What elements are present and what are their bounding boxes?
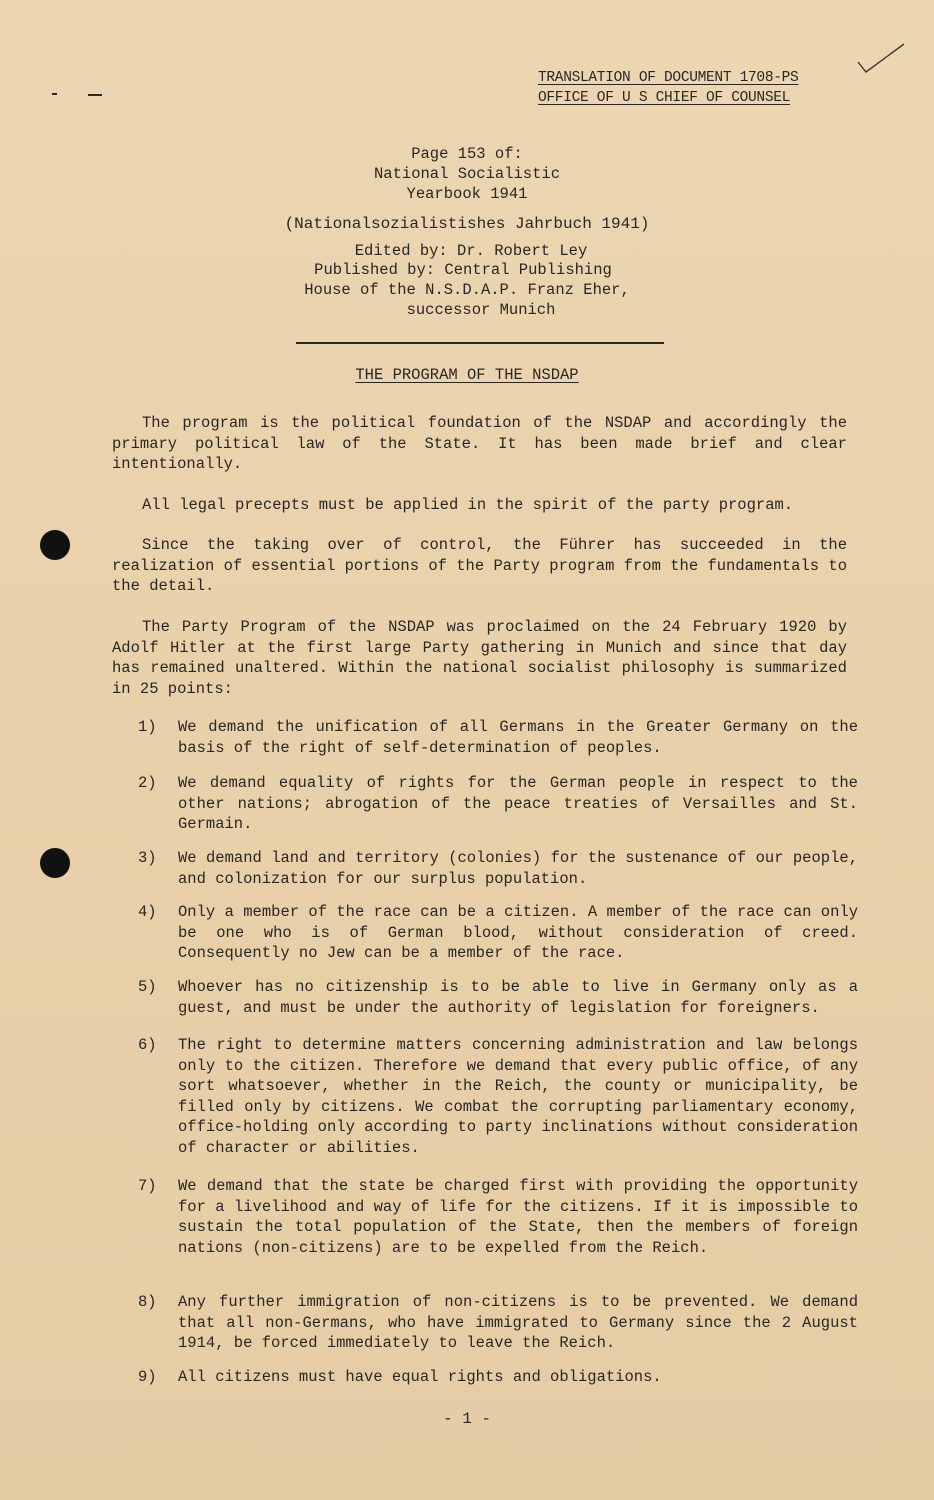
source-citation xyxy=(0,144,934,204)
punch-hole xyxy=(40,530,70,560)
paragraph: The Party Program of the NSDAP was proclaimed on the 24 February 1920 by Adolf Hitler at the first large Party gathering in Munich and since that day has remained unaltered. Within the national socialist philosophy is summarized in 25 points: xyxy=(112,618,847,698)
program-point xyxy=(138,717,858,758)
page-number: - 1 - xyxy=(442,1410,491,1428)
program-point xyxy=(138,902,858,964)
stray-mark xyxy=(88,94,102,96)
editor-line: Edited by: Dr. Robert Ley xyxy=(354,242,588,260)
german-title: (Nationalsozialistishes Jahrbuch 1941) xyxy=(284,215,650,233)
section-title: THE PROGRAM OF THE NSDAP xyxy=(355,366,579,384)
point-number: 9) xyxy=(138,1368,157,1386)
reference-line-1: TRANSLATION OF DOCUMENT 1708-PS xyxy=(538,70,799,86)
point-number: 3) xyxy=(138,849,157,867)
point-number: 4) xyxy=(138,903,157,921)
point-number: 5) xyxy=(138,978,157,996)
program-point xyxy=(138,1367,858,1388)
program-point xyxy=(138,1176,858,1258)
checkmark-icon xyxy=(852,40,912,80)
page-reference: Page 153 of: xyxy=(411,145,523,163)
program-point xyxy=(138,848,858,889)
point-text: All citizens must have equal rights and obligations. xyxy=(178,1368,662,1386)
point-number: 8) xyxy=(138,1293,157,1311)
point-number: 7) xyxy=(138,1177,157,1195)
point-text: We demand equality of rights for the German people in respect to the other nations; abrogation of the peace treaties of Versailles and St. Germain. xyxy=(178,774,858,833)
point-text: We demand the unification of all Germans in the Greater Germany on the basis of the right of self-determination of peoples. xyxy=(178,718,858,757)
divider xyxy=(296,342,664,344)
paragraph: All legal precepts must be applied in the spirit of the party program. xyxy=(142,496,794,514)
point-number: 2) xyxy=(138,774,157,792)
point-text: Any further immigration of non-citizens is to be prevented. We demand that all non-Germans, who have immigrated to Germany since the 2 August 1914, be forced immediately to leave the Reich. xyxy=(178,1293,858,1352)
publisher-line-3: successor Munich xyxy=(406,301,556,319)
program-point xyxy=(138,1035,858,1158)
publisher-line-2: House of the N.S.D.A.P. Franz Eher, xyxy=(304,281,630,299)
point-text: We demand land and territory (colonies) for the sustenance of our people, and colonization for our surplus population. xyxy=(178,849,858,888)
paragraph: Since the taking over of control, the Führer has succeeded in the realization of essential portions of the Party program from the fundamentals to the detail. xyxy=(112,536,847,595)
program-point xyxy=(138,773,858,835)
source-title-line-2: Yearbook 1941 xyxy=(406,185,528,203)
point-text: We demand that the state be charged first with providing the opportunity for a livelihood and way of life for the citizens. If it is impossible to sustain the total population of the State, then the members of foreign nations (non-citizens) are to be expelled from the Reich. xyxy=(178,1177,858,1257)
source-title-line-1: National Socialistic xyxy=(373,165,561,183)
point-text: The right to determine matters concerning administration and law belongs only to the citizen. Therefore we demand that every public office, of any sort whatsoever, whether in the Reich, the county or municipality, be filled only by citizens. We combat the corrupting parliamentary economy, office-holding only according to party inclinations without consideration of character or abilities. xyxy=(178,1036,858,1157)
punch-hole xyxy=(40,848,70,878)
point-text: Only a member of the race can be a citizen. A member of the race can only be one who is of German blood, without consideration of creed. Consequently no Jew can be a member of the race. xyxy=(178,903,858,962)
reference-line-2: OFFICE OF U S CHIEF OF COUNSEL xyxy=(538,90,791,106)
point-number: 6) xyxy=(138,1036,157,1054)
publisher-line-1: Published by: Central Publishing xyxy=(314,261,612,279)
point-number: 1) xyxy=(138,718,157,736)
paragraph: The program is the political foundation of the NSDAP and accordingly the primary political law of the State. It has been made brief and clear intentionally. xyxy=(112,414,847,473)
stray-mark xyxy=(52,93,57,95)
document-reference xyxy=(538,68,798,108)
point-text: Whoever has no citizenship is to be able to live in Germany only as a guest, and must be under the authority of legislation for foreigners. xyxy=(178,978,858,1017)
program-point xyxy=(138,977,858,1018)
program-point xyxy=(138,1292,858,1354)
